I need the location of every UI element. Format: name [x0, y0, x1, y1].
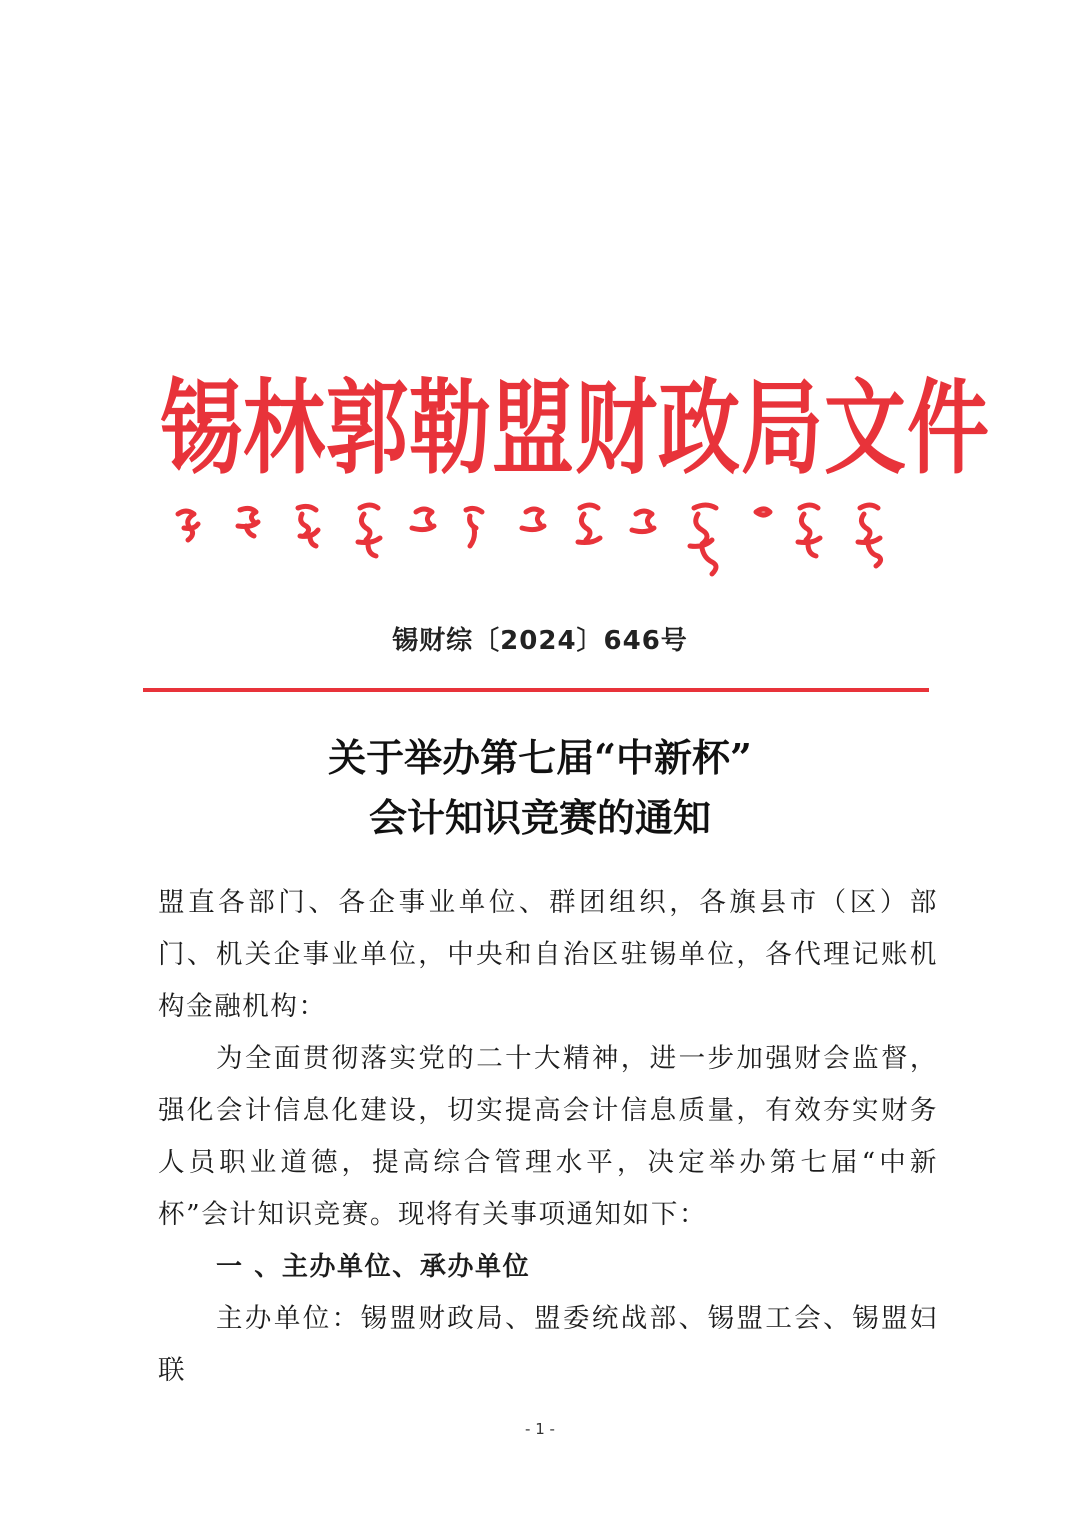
document-title-line-2: 会计知识竞赛的通知 — [368, 795, 711, 840]
document-body — [158, 877, 938, 1397]
section-1-text: 主办单位：锡盟财政局、盟委统战部、锡盟工会、锡盟妇联 — [158, 1303, 938, 1386]
document-title-line-1: 关于举办第七届“中新杯” — [328, 735, 752, 780]
page-number: - 1 - — [525, 1420, 555, 1438]
section-1-heading: 一 、主办单位、承办单位 — [216, 1252, 531, 1282]
agency-letterhead-title: 锡林郭勒盟财政局文件 — [160, 369, 991, 489]
red-divider-line — [143, 688, 929, 692]
document-number: 锡财综〔2024〕646号 — [392, 626, 688, 656]
document-title — [0, 728, 1080, 848]
intro-paragraph: 为全面贯彻落实党的二十大精神，进一步加强财会监督，强化会计信息化建设，切实提高会计信息质量，有效夯实财务人员职业道德，提高综合管理水平，决定举办第七届“中新杯”会计知识竞赛。现将有关事项通知如下： — [158, 1043, 938, 1230]
mongolian-script-letterhead-icon — [170, 500, 900, 580]
addressee-paragraph: 盟直各部门、各企事业单位、群团组织，各旗县市（区）部门、机关企事业单位，中央和自治区驻锡单位，各代理记账机构金融机构： — [158, 887, 938, 1022]
